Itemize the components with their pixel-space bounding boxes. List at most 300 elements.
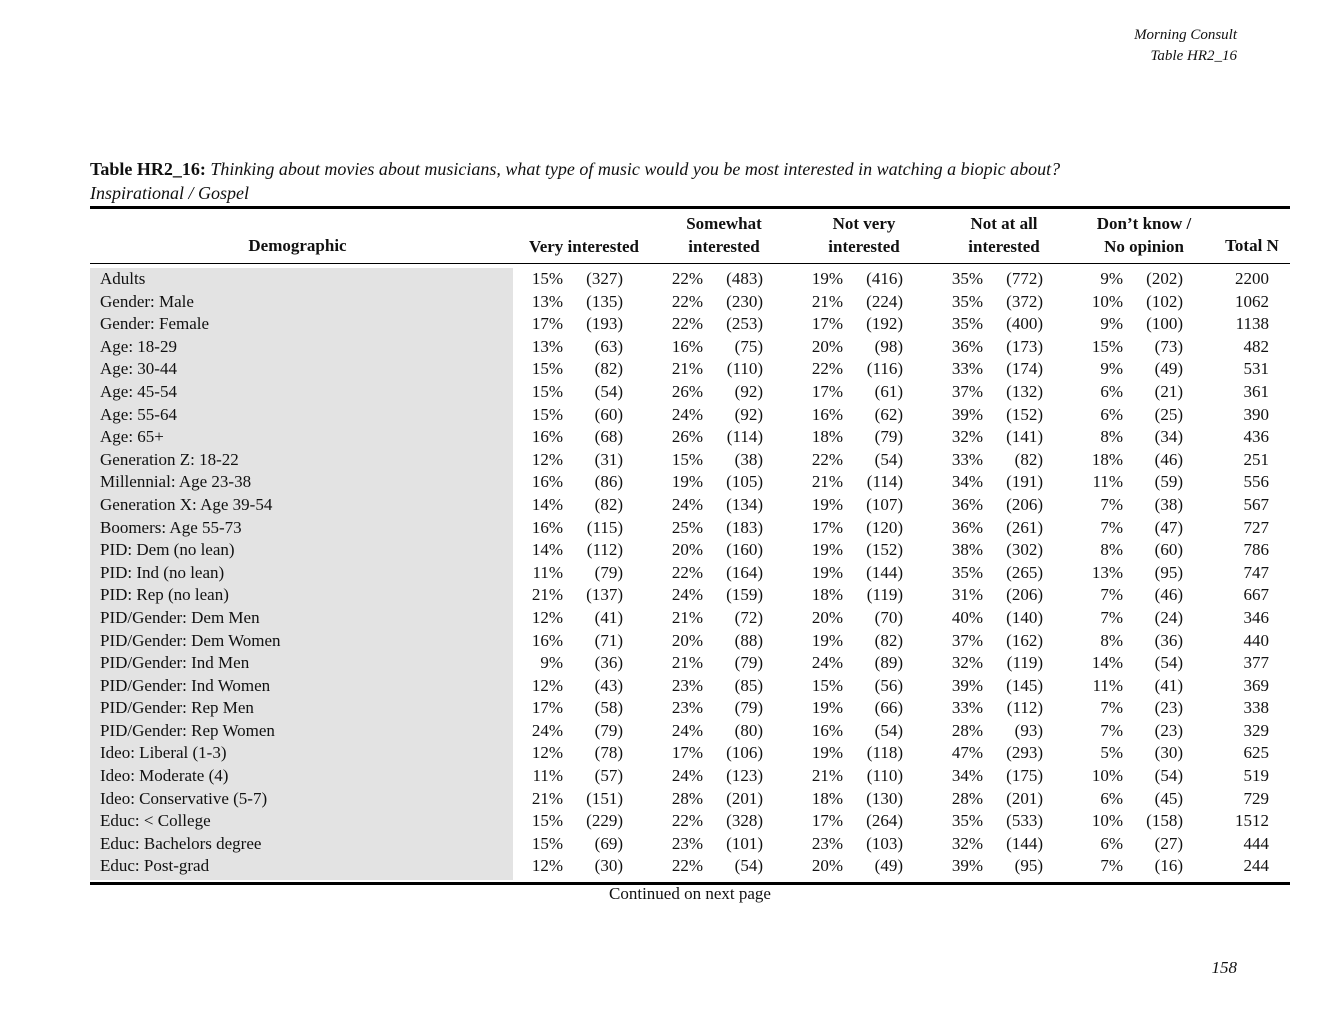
cell-count: (137) <box>586 585 623 605</box>
cell-percent: 16% <box>811 720 843 740</box>
cell-percent: 16% <box>531 517 563 537</box>
cell-count: (192) <box>866 314 903 334</box>
header-rule <box>90 263 1290 264</box>
col-header-somewhat-interested <box>650 212 798 258</box>
cell-percent: 24% <box>671 766 703 786</box>
cell-total-n: 727 <box>1243 517 1269 537</box>
cell-count: (191) <box>1006 472 1043 492</box>
cell-percent: 22% <box>811 359 843 379</box>
row-label: Ideo: Moderate (4) <box>100 766 229 786</box>
cell-percent: 17% <box>531 314 563 334</box>
cell-count: (85) <box>734 675 763 695</box>
cell-percent: 33% <box>951 359 983 379</box>
row-label: Age: 30-44 <box>100 359 177 379</box>
cell-percent: 6% <box>1100 381 1123 401</box>
cell-percent: 16% <box>531 472 563 492</box>
cell-total-n: 338 <box>1243 698 1269 718</box>
cell-count: (130) <box>866 788 903 808</box>
cell-count: (25) <box>1154 404 1183 424</box>
col-header-line1: Don’t know / <box>1096 214 1192 233</box>
cell-percent: 26% <box>671 427 703 447</box>
cell-percent: 17% <box>811 314 843 334</box>
row-label: Educ: < College <box>100 811 211 831</box>
table-row <box>0 426 1320 449</box>
cell-percent: 23% <box>671 675 703 695</box>
table-row <box>0 404 1320 427</box>
cell-percent: 11% <box>532 562 563 582</box>
table-row <box>0 855 1320 878</box>
cell-count: (101) <box>726 833 763 853</box>
cell-percent: 20% <box>811 607 843 627</box>
cell-percent: 16% <box>531 427 563 447</box>
cell-percent: 21% <box>531 788 563 808</box>
cell-count: (95) <box>1154 562 1183 582</box>
cell-count: (183) <box>726 517 763 537</box>
row-label: Age: 65+ <box>100 427 164 447</box>
row-label: Ideo: Liberal (1-3) <box>100 743 227 763</box>
col-header-line2: interested <box>828 237 900 256</box>
cell-count: (82) <box>594 494 623 514</box>
cell-percent: 19% <box>811 743 843 763</box>
table-body <box>0 268 1320 878</box>
col-header-line2: Very interested <box>528 237 639 256</box>
col-header-demographic: Demographic <box>248 236 347 255</box>
cell-percent: 22% <box>671 291 703 311</box>
cell-count: (86) <box>594 472 623 492</box>
cell-percent: 19% <box>811 540 843 560</box>
header-table-id: Table HR2_16 <box>1150 48 1237 64</box>
cell-percent: 9% <box>1100 314 1123 334</box>
col-header-line1: Not very <box>832 214 896 233</box>
cell-count: (114) <box>726 427 763 447</box>
cell-count: (265) <box>1006 562 1043 582</box>
cell-percent: 21% <box>811 766 843 786</box>
table-row <box>0 539 1320 562</box>
cell-percent: 8% <box>1100 630 1123 650</box>
row-label: Age: 45-54 <box>100 381 177 401</box>
cell-count: (229) <box>586 811 623 831</box>
cell-percent: 21% <box>811 472 843 492</box>
cell-total-n: 1138 <box>1235 314 1269 334</box>
cell-count: (160) <box>726 540 763 560</box>
cell-percent: 11% <box>1092 472 1123 492</box>
cell-percent: 15% <box>1091 336 1123 356</box>
cell-percent: 39% <box>951 856 983 876</box>
cell-count: (79) <box>594 562 623 582</box>
cell-percent: 26% <box>671 381 703 401</box>
cell-count: (151) <box>586 788 623 808</box>
cell-percent: 32% <box>951 653 983 673</box>
cell-total-n: 519 <box>1243 766 1269 786</box>
cell-count: (30) <box>594 856 623 876</box>
table-title <box>90 157 1290 205</box>
cell-percent: 19% <box>811 494 843 514</box>
cell-count: (71) <box>594 630 623 650</box>
row-label: Gender: Male <box>100 291 194 311</box>
cell-count: (302) <box>1006 540 1043 560</box>
table-row <box>0 517 1320 540</box>
cell-count: (202) <box>1146 269 1183 288</box>
cell-percent: 24% <box>671 720 703 740</box>
cell-percent: 8% <box>1100 540 1123 560</box>
row-label: PID: Ind (no lean) <box>100 562 225 582</box>
cell-total-n: 369 <box>1243 675 1269 695</box>
cell-count: (533) <box>1006 811 1043 831</box>
cell-count: (112) <box>1006 698 1043 718</box>
cell-percent: 15% <box>531 811 563 831</box>
cell-percent: 7% <box>1100 607 1123 627</box>
table-row <box>0 630 1320 653</box>
cell-total-n: 444 <box>1243 833 1269 853</box>
cell-count: (79) <box>734 653 763 673</box>
cell-count: (46) <box>1154 585 1183 605</box>
cell-percent: 22% <box>811 449 843 469</box>
cell-percent: 22% <box>671 314 703 334</box>
cell-count: (95) <box>1014 856 1043 876</box>
cell-count: (206) <box>1006 494 1043 514</box>
table-row <box>0 381 1320 404</box>
cell-count: (201) <box>1006 788 1043 808</box>
cell-total-n: 1062 <box>1235 291 1269 311</box>
cell-count: (38) <box>734 449 763 469</box>
cell-percent: 19% <box>811 630 843 650</box>
cell-count: (79) <box>594 720 623 740</box>
cell-percent: 25% <box>671 517 703 537</box>
cell-count: (58) <box>594 698 623 718</box>
cell-count: (135) <box>586 291 623 311</box>
cell-percent: 20% <box>671 630 703 650</box>
cell-count: (105) <box>726 472 763 492</box>
table-row <box>0 336 1320 359</box>
cell-count: (59) <box>1154 472 1183 492</box>
cell-total-n: 482 <box>1243 336 1269 356</box>
cell-percent: 19% <box>671 472 703 492</box>
cell-count: (144) <box>866 562 903 582</box>
row-label: PID/Gender: Dem Women <box>100 630 281 650</box>
row-label: Age: 18-29 <box>100 336 177 356</box>
cell-percent: 6% <box>1100 833 1123 853</box>
cell-percent: 7% <box>1100 517 1123 537</box>
cell-count: (120) <box>866 517 903 537</box>
cell-percent: 15% <box>531 381 563 401</box>
cell-percent: 12% <box>531 743 563 763</box>
cell-percent: 19% <box>811 562 843 582</box>
table-row <box>0 765 1320 788</box>
col-header-total-n: Total N <box>1225 236 1279 255</box>
cell-percent: 12% <box>531 607 563 627</box>
cell-percent: 34% <box>951 472 983 492</box>
cell-percent: 35% <box>951 314 983 334</box>
cell-count: (114) <box>866 472 903 492</box>
cell-percent: 38% <box>951 540 983 560</box>
cell-count: (293) <box>1006 743 1043 763</box>
cell-percent: 15% <box>531 404 563 424</box>
cell-count: (145) <box>1006 675 1043 695</box>
cell-count: (230) <box>726 291 763 311</box>
cell-count: (112) <box>586 540 623 560</box>
cell-count: (115) <box>586 517 623 537</box>
cell-count: (34) <box>1154 427 1183 447</box>
cell-percent: 16% <box>811 404 843 424</box>
cell-total-n: 244 <box>1243 856 1269 876</box>
cell-percent: 19% <box>811 269 843 288</box>
cell-percent: 34% <box>951 766 983 786</box>
cell-percent: 13% <box>1091 562 1123 582</box>
cell-percent: 5% <box>1100 743 1123 763</box>
cell-percent: 23% <box>811 833 843 853</box>
cell-percent: 24% <box>671 585 703 605</box>
cell-count: (21) <box>1154 381 1183 401</box>
table-row <box>0 471 1320 494</box>
cell-count: (43) <box>594 675 623 695</box>
row-label: PID/Gender: Ind Women <box>100 675 271 695</box>
cell-percent: 23% <box>671 833 703 853</box>
cell-total-n: 361 <box>1243 381 1269 401</box>
cell-percent: 15% <box>531 269 563 288</box>
cell-count: (70) <box>874 607 903 627</box>
cell-count: (38) <box>1154 494 1183 514</box>
table-row <box>0 742 1320 765</box>
cell-percent: 22% <box>671 856 703 876</box>
cell-percent: 28% <box>951 788 983 808</box>
cell-count: (54) <box>874 449 903 469</box>
cell-count: (134) <box>726 494 763 514</box>
cell-total-n: 440 <box>1243 630 1269 650</box>
cell-percent: 21% <box>671 653 703 673</box>
cell-count: (103) <box>866 833 903 853</box>
cell-count: (201) <box>726 788 763 808</box>
table-row <box>0 810 1320 833</box>
cell-count: (141) <box>1006 427 1043 447</box>
row-label: Adults <box>100 269 146 288</box>
cell-percent: 15% <box>531 359 563 379</box>
table-row <box>0 720 1320 743</box>
cell-count: (98) <box>874 336 903 356</box>
cell-count: (110) <box>866 766 903 786</box>
col-header-line1 <box>510 212 658 235</box>
cell-count: (152) <box>866 540 903 560</box>
cell-percent: 11% <box>1092 675 1123 695</box>
row-label: PID: Rep (no lean) <box>100 585 229 605</box>
cell-percent: 24% <box>811 653 843 673</box>
cell-count: (88) <box>734 630 763 650</box>
col-header-not-very-interested <box>790 212 938 258</box>
cell-count: (49) <box>1154 359 1183 379</box>
cell-count: (106) <box>726 743 763 763</box>
cell-count: (54) <box>594 381 623 401</box>
cell-percent: 32% <box>951 833 983 853</box>
cell-count: (49) <box>874 856 903 876</box>
table-row <box>0 449 1320 472</box>
cell-count: (173) <box>1006 336 1043 356</box>
cell-total-n: 329 <box>1243 720 1269 740</box>
row-label: Boomers: Age 55-73 <box>100 517 242 537</box>
col-header-dont-know <box>1068 212 1220 258</box>
cell-percent: 36% <box>951 494 983 514</box>
cell-count: (372) <box>1006 291 1043 311</box>
cell-count: (61) <box>874 381 903 401</box>
cell-percent: 18% <box>1091 449 1123 469</box>
table-row <box>0 788 1320 811</box>
cell-total-n: 436 <box>1243 427 1269 447</box>
cell-percent: 35% <box>951 269 983 288</box>
cell-count: (41) <box>1154 675 1183 695</box>
cell-count: (46) <box>1154 449 1183 469</box>
cell-count: (416) <box>866 269 903 288</box>
cell-percent: 40% <box>951 607 983 627</box>
cell-total-n: 667 <box>1243 585 1269 605</box>
cell-count: (57) <box>594 766 623 786</box>
cell-count: (264) <box>866 811 903 831</box>
row-label: PID/Gender: Dem Men <box>100 607 260 627</box>
row-label: PID/Gender: Rep Women <box>100 720 275 740</box>
cell-count: (116) <box>866 359 903 379</box>
cell-count: (140) <box>1006 607 1043 627</box>
cell-count: (92) <box>734 404 763 424</box>
table-row <box>0 675 1320 698</box>
cell-percent: 35% <box>951 562 983 582</box>
cell-count: (118) <box>866 743 903 763</box>
cell-count: (261) <box>1006 517 1043 537</box>
cell-percent: 33% <box>951 449 983 469</box>
top-rule <box>90 206 1290 209</box>
row-label: Ideo: Conservative (5-7) <box>100 788 268 808</box>
table-row <box>0 833 1320 856</box>
cell-count: (23) <box>1154 698 1183 718</box>
cell-count: (119) <box>1006 653 1043 673</box>
cell-percent: 36% <box>951 517 983 537</box>
cell-percent: 16% <box>531 630 563 650</box>
cell-percent: 39% <box>951 675 983 695</box>
cell-count: (54) <box>874 720 903 740</box>
cell-percent: 7% <box>1100 720 1123 740</box>
cell-percent: 6% <box>1100 404 1123 424</box>
cell-count: (123) <box>726 766 763 786</box>
cell-count: (328) <box>726 811 763 831</box>
row-label: Millennial: Age 23-38 <box>100 472 252 492</box>
cell-count: (62) <box>874 404 903 424</box>
cell-percent: 36% <box>951 336 983 356</box>
continued-note: Continued on next page <box>609 884 771 903</box>
cell-count: (100) <box>1146 314 1183 334</box>
cell-count: (82) <box>1014 449 1043 469</box>
cell-percent: 20% <box>671 540 703 560</box>
col-header-line1: Somewhat <box>686 214 762 233</box>
header-org: Morning Consult <box>1134 27 1237 43</box>
cell-count: (54) <box>1154 653 1183 673</box>
cell-count: (23) <box>1154 720 1183 740</box>
cell-total-n: 2200 <box>1235 269 1269 288</box>
cell-percent: 28% <box>671 788 703 808</box>
cell-percent: 14% <box>531 494 563 514</box>
cell-count: (132) <box>1006 381 1043 401</box>
cell-count: (79) <box>734 698 763 718</box>
table-row <box>0 697 1320 720</box>
cell-count: (80) <box>734 720 763 740</box>
cell-percent: 33% <box>951 698 983 718</box>
cell-count: (63) <box>594 336 623 356</box>
cell-count: (89) <box>874 653 903 673</box>
cell-count: (24) <box>1154 607 1183 627</box>
cell-count: (36) <box>594 653 623 673</box>
row-label: PID/Gender: Ind Men <box>100 653 250 673</box>
cell-percent: 24% <box>531 720 563 740</box>
cell-percent: 17% <box>531 698 563 718</box>
cell-percent: 17% <box>671 743 703 763</box>
cell-count: (159) <box>726 585 763 605</box>
cell-percent: 7% <box>1100 856 1123 876</box>
col-header-not-at-all-interested <box>930 212 1078 258</box>
col-header-very-interested <box>510 212 658 258</box>
cell-percent: 17% <box>811 517 843 537</box>
cell-percent: 35% <box>951 291 983 311</box>
cell-count: (110) <box>726 359 763 379</box>
col-header-line2: interested <box>968 237 1040 256</box>
cell-count: (47) <box>1154 517 1183 537</box>
table-subtitle: Inspirational / Gospel <box>90 183 250 203</box>
cell-count: (93) <box>1014 720 1043 740</box>
cell-percent: 6% <box>1100 788 1123 808</box>
cell-count: (66) <box>874 698 903 718</box>
cell-total-n: 625 <box>1243 743 1269 763</box>
cell-percent: 10% <box>1091 766 1123 786</box>
cell-total-n: 251 <box>1243 449 1269 469</box>
cell-percent: 13% <box>531 291 563 311</box>
table-row <box>0 358 1320 381</box>
cell-total-n: 390 <box>1243 404 1269 424</box>
cell-total-n: 346 <box>1243 607 1269 627</box>
cell-percent: 35% <box>951 811 983 831</box>
cell-count: (119) <box>866 585 903 605</box>
cell-percent: 12% <box>531 675 563 695</box>
cell-count: (41) <box>594 607 623 627</box>
page-number: 158 <box>1211 958 1237 977</box>
cell-percent: 21% <box>811 291 843 311</box>
cell-percent: 37% <box>951 381 983 401</box>
table-row <box>0 607 1320 630</box>
table-row <box>0 494 1320 517</box>
row-label: PID/Gender: Rep Men <box>100 698 254 718</box>
cell-count: (72) <box>734 607 763 627</box>
cell-count: (175) <box>1006 766 1043 786</box>
cell-count: (193) <box>586 314 623 334</box>
cell-percent: 8% <box>1100 427 1123 447</box>
cell-count: (253) <box>726 314 763 334</box>
cell-percent: 7% <box>1100 585 1123 605</box>
table-question: Thinking about movies about musicians, what type of music would you be most interested in watching a biopic about? <box>210 159 1061 179</box>
cell-percent: 17% <box>811 811 843 831</box>
cell-percent: 10% <box>1091 811 1123 831</box>
cell-count: (36) <box>1154 630 1183 650</box>
cell-percent: 20% <box>811 856 843 876</box>
cell-percent: 12% <box>531 856 563 876</box>
cell-count: (224) <box>866 291 903 311</box>
cell-percent: 13% <box>531 336 563 356</box>
cell-count: (31) <box>594 449 623 469</box>
row-label: Gender: Female <box>100 314 210 334</box>
cell-percent: 19% <box>811 698 843 718</box>
cell-percent: 37% <box>951 630 983 650</box>
table-row <box>0 584 1320 607</box>
cell-count: (82) <box>594 359 623 379</box>
row-label: Educ: Bachelors degree <box>100 833 262 853</box>
cell-percent: 28% <box>951 720 983 740</box>
cell-count: (16) <box>1154 856 1183 876</box>
table-row <box>0 268 1320 291</box>
cell-percent: 7% <box>1100 494 1123 514</box>
cell-count: (162) <box>1006 630 1043 650</box>
cell-count: (68) <box>594 427 623 447</box>
